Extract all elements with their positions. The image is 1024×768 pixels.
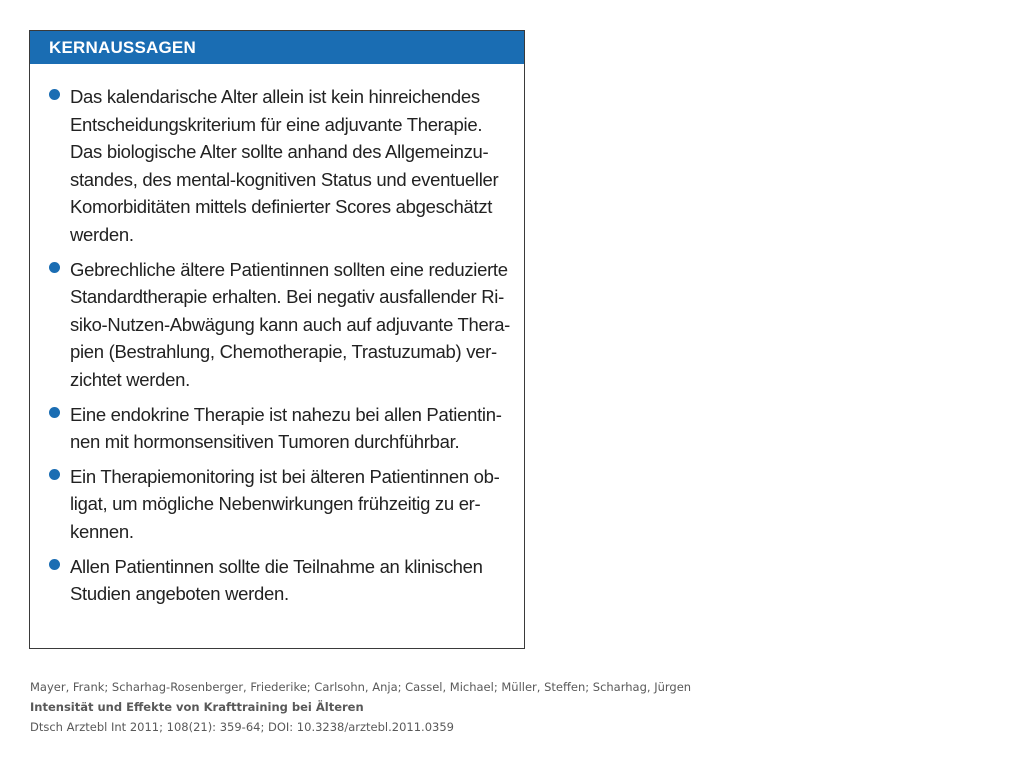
bullet-dot-icon <box>49 559 60 570</box>
key-message-line: Komorbiditäten mittels definierter Scores abgeschätzt <box>70 196 493 218</box>
key-message-line: ligat, um mögliche Nebenwirkungen frühzeitig zu er- <box>70 493 481 515</box>
bullet-dot-icon <box>49 469 60 480</box>
bullet-dot-icon <box>49 262 60 273</box>
key-message-line: pien (Bestrahlung, Chemotherapie, Trastuzumab) ver- <box>70 341 497 363</box>
citation-authors: Mayer, Frank; Scharhag-Rosenberger, Friederike; Carlsohn, Anja; Cassel, Michael; Müller, Steffen; Scharhag, Jürgen <box>30 680 692 694</box>
key-messages-box <box>29 30 525 649</box>
key-message-line: Allen Patientinnen sollte die Teilnahme an klinischen <box>70 555 483 577</box>
citation <box>30 677 691 737</box>
key-messages-list <box>30 83 524 615</box>
key-message-line: Das biologische Alter sollte anhand des Allgemeinzu- <box>70 141 489 163</box>
key-message-line: Standardtherapie erhalten. Bei negativ ausfallender Ri- <box>70 286 504 308</box>
bullet-dot-icon <box>49 89 60 100</box>
key-message-item <box>30 463 524 546</box>
bullet-dot-icon <box>49 407 60 418</box>
key-message-item <box>30 553 524 608</box>
key-message-line: Das kalendarische Alter allein ist kein hinreichendes <box>70 86 480 107</box>
key-message-item <box>30 83 524 249</box>
key-message-line: Gebrechliche ältere Patientinnen sollten eine reduzierte <box>70 258 508 280</box>
key-message-line: werden. <box>70 223 134 245</box>
key-message-line: nen mit hormonsensitiven Tumoren durchführbar. <box>70 431 460 453</box>
key-message-line: siko-Nutzen-Abwägung kann auch auf adjuvante Thera- <box>70 313 511 335</box>
key-message-line: Entscheidungskriterium für eine adjuvante Therapie. <box>70 113 483 135</box>
key-message-line: zichtet werden. <box>70 368 190 390</box>
key-message-line: kennen. <box>70 520 134 542</box>
key-message-item <box>30 401 524 456</box>
citation-title: Intensität und Effekte von Krafttraining bei Älteren <box>30 700 364 714</box>
key-messages-header: KERNAUSSAGEN <box>30 31 524 64</box>
key-message-line: Ein Therapiemonitoring ist bei älteren Patientinnen ob- <box>70 465 500 487</box>
key-message-line: Eine endokrine Therapie ist nahezu bei allen Patientin- <box>70 403 502 425</box>
key-message-line: Studien angeboten werden. <box>70 583 289 605</box>
citation-source: Dtsch Arztebl Int 2011; 108(21): 359-64; DOI: 10.3238/arztebl.2011.0359 <box>30 720 454 734</box>
key-message-line: standes, des mental-kognitiven Status und eventueller <box>70 168 499 190</box>
key-message-item <box>30 256 524 394</box>
